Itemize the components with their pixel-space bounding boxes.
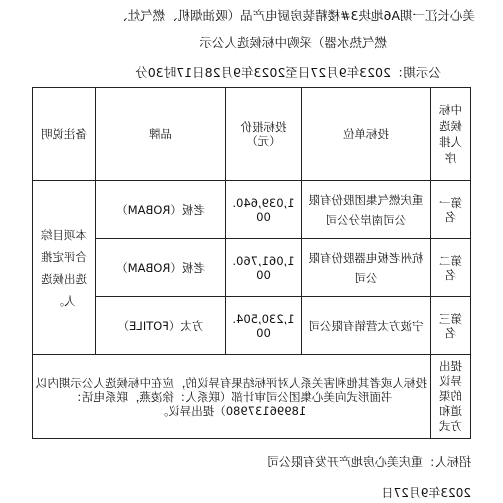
- row-brand: 老板（ROBAM）: [96, 181, 226, 239]
- objection-label: 提出异议的渠道和方式: [431, 355, 471, 439]
- publicity-period: 公示期：2023年9月27日至2023年9月28日17时30分: [135, 65, 441, 80]
- header-price: 投标报价（元）: [226, 88, 302, 181]
- row-brand: 老板（ROBAM）: [96, 239, 226, 297]
- notice-date: 2023年9月27日: [381, 486, 471, 500]
- header-remark: 备注说明: [33, 88, 96, 181]
- candidate-table: [32, 87, 471, 439]
- objection-row: [33, 355, 471, 439]
- notice-title-line1: 美心长江一期A6地块3#楼精装房厨电产品（吸油烟机、燃气灶、: [115, 8, 475, 23]
- header-company: 投标单位: [302, 88, 431, 181]
- table-header-row: [33, 88, 471, 181]
- table-row: [33, 239, 471, 297]
- row-company: 杭州老板电器股份有限公司: [302, 239, 431, 297]
- table-row: [33, 297, 471, 355]
- row-company: 重庆燃气集团股份有限公司南岸分公司: [302, 181, 431, 239]
- header-brand: 品牌: [96, 88, 226, 181]
- row-rank: 第二名: [431, 239, 471, 297]
- notice-title-line2: 燃气热水器）采购中标候选人公示: [199, 35, 387, 50]
- table-row: [33, 181, 471, 239]
- header-rank: 中标候选人排序: [431, 88, 471, 181]
- objection-text: 投标人或者其他利害关系人对评标结果有异议的，应在中标候选人公示期内以书面形式向美心集团公司审计部（联系人：徐凌燕，联系电话：18996137980）提出异议。: [33, 355, 431, 439]
- row-rank: 第一名: [431, 181, 471, 239]
- row-rank: 第三名: [431, 297, 471, 355]
- tenderer-line: 招标人：重庆美心房地产开发有限公司: [266, 455, 471, 469]
- row-price: 1,039,640.00: [226, 181, 302, 239]
- row-brand: 方太（FOTILE）: [96, 297, 226, 355]
- row-price: 1,061,760.00: [226, 239, 302, 297]
- row-company: 宁波方太营销有限公司: [302, 297, 431, 355]
- remark-cell: 本项目综合评定推选出候选人。: [33, 181, 96, 355]
- row-price: 1,230,504.00: [226, 297, 302, 355]
